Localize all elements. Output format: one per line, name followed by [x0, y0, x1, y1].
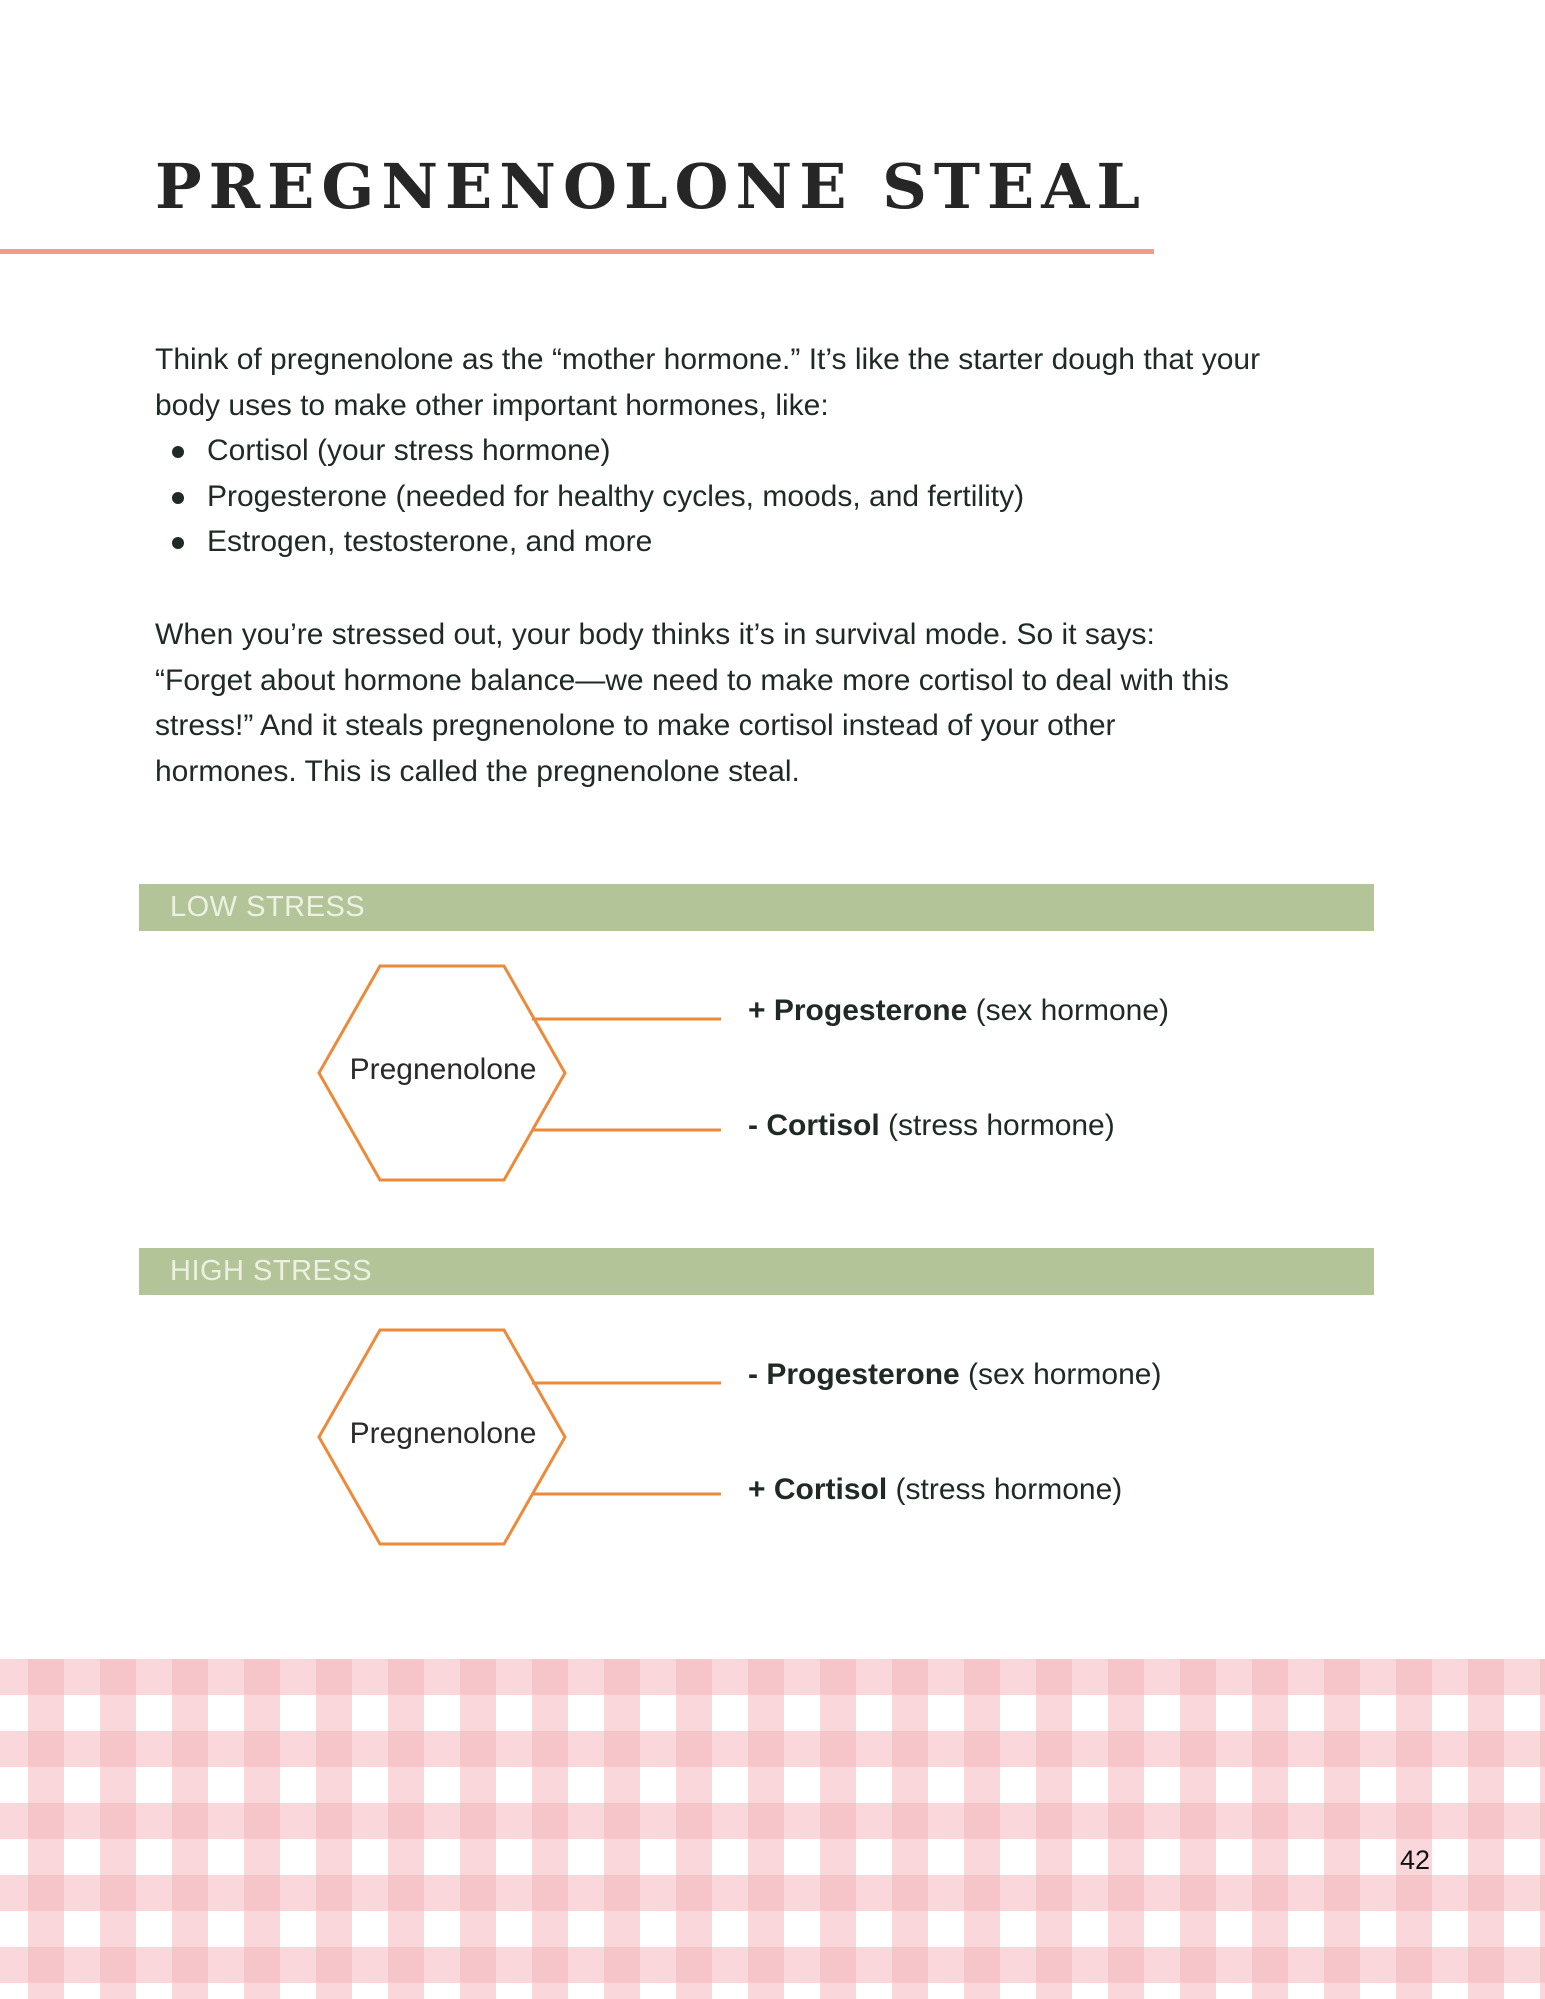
hormone-list — [155, 428, 1405, 565]
cortisol-label — [748, 1109, 1115, 1143]
progesterone-label — [748, 1358, 1161, 1392]
progesterone-sign: - — [748, 1358, 767, 1391]
bullet-icon — [172, 492, 184, 504]
hexagon-label: Pregnenolone — [349, 1053, 537, 1086]
progesterone-name: Progesterone — [773, 994, 968, 1027]
page-number: 42 — [1399, 1845, 1431, 1875]
intro-section — [155, 337, 1405, 565]
cortisol-sign: - — [748, 1109, 767, 1142]
stress-line-3: stress!” And it steals pregnenolone to make cortisol instead of your other — [155, 709, 1116, 742]
progesterone-sign: + — [748, 994, 774, 1027]
high-stress-heading: HIGH STRESS — [170, 1255, 373, 1287]
list-item-text: Estrogen, testosterone, and more — [207, 525, 653, 558]
list-item — [155, 428, 1405, 474]
intro-line-1: Think of pregnenolone as the “mother hormone.” It’s like the starter dough that your — [155, 343, 1261, 376]
low-stress-diagram — [0, 963, 1545, 1183]
high-stress-band — [139, 1248, 1374, 1295]
bullet-icon — [172, 446, 184, 458]
cortisol-label — [748, 1473, 1122, 1507]
progesterone-name: Progesterone — [766, 1358, 960, 1391]
hexagon-label: Pregnenolone — [349, 1417, 537, 1450]
list-item — [155, 474, 1405, 520]
gingham-fill — [0, 1659, 1545, 1999]
list-item-text: Progesterone (needed for healthy cycles, moods, and fertility) — [207, 479, 1025, 513]
cortisol-name: Cortisol — [766, 1109, 880, 1142]
list-item-text: Cortisol (your stress hormone) — [207, 434, 611, 467]
cortisol-sign: + — [748, 1473, 774, 1506]
low-stress-heading: LOW STRESS — [170, 891, 366, 923]
high-stress-diagram — [0, 1327, 1545, 1547]
page-title: PREGNENOLONE STEAL — [155, 150, 1147, 223]
cortisol-note: (stress hormone) — [887, 1473, 1123, 1506]
gingham-footer-pattern — [0, 1659, 1545, 1999]
progesterone-note: (sex hormone) — [967, 994, 1169, 1027]
cortisol-name: Cortisol — [773, 1473, 888, 1506]
progesterone-note: (sex hormone) — [959, 1358, 1162, 1391]
bullet-icon — [172, 537, 184, 549]
intro-line-2: body uses to make other important hormones, like: — [155, 388, 829, 422]
list-item — [155, 519, 1405, 565]
progesterone-label — [748, 994, 1169, 1028]
low-stress-band — [139, 884, 1374, 931]
stress-line-2: “Forget about hormone balance—we need to make more cortisol to deal with this — [155, 663, 1229, 697]
stress-paragraph — [155, 612, 1405, 794]
stress-line-4: hormones. This is called the pregnenolone steal. — [155, 754, 800, 788]
title-underline — [0, 249, 1154, 254]
stress-line-1: When you’re stressed out, your body thinks it’s in survival mode. So it says: — [155, 618, 1155, 651]
cortisol-note: (stress hormone) — [879, 1109, 1115, 1142]
